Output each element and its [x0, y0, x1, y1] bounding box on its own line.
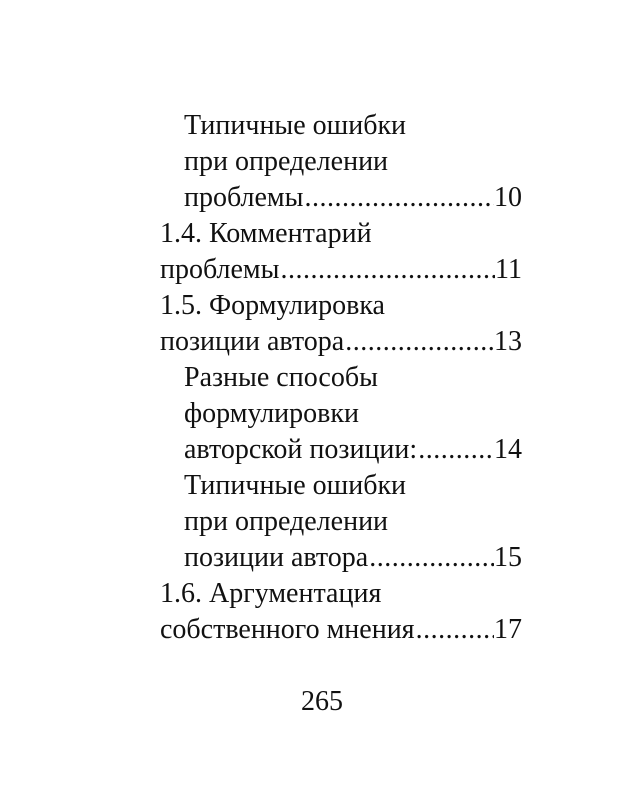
toc-entry-title-line: собственного мнения [160, 614, 415, 645]
toc-entry-title-line: при определении [184, 146, 389, 177]
page-number: 265 [301, 686, 343, 717]
toc-entry-title-line: Типичные ошибки [184, 110, 407, 141]
toc-entry-ways-to-formulate[interactable] [160, 360, 522, 468]
dot-leader [344, 324, 494, 360]
toc-page-number: 13 [494, 326, 522, 357]
toc-entry-last-line [184, 180, 522, 216]
toc-page-number: 10 [494, 182, 522, 213]
toc-page-number: 11 [495, 254, 522, 285]
toc-entry-typical-errors-problem[interactable] [160, 108, 522, 216]
toc-entry-title-line: проблемы [160, 254, 280, 285]
dot-leader [303, 180, 494, 216]
toc-entry-title-line: формулировки [184, 398, 359, 429]
toc-entry-typical-errors-position[interactable] [160, 468, 522, 576]
toc-entry-title-line: проблемы [184, 182, 304, 213]
toc-page-number: 17 [494, 614, 522, 645]
table-of-contents [160, 108, 522, 648]
toc-entry-title-line: Типичные ошибки [184, 470, 407, 501]
toc-entry-last-line [184, 432, 522, 468]
toc-entry-title-line: позиции автора [160, 326, 345, 357]
toc-entry-title-line: 1.4. Комментарий [160, 218, 372, 249]
toc-entry-title-line: авторской позиции: [184, 434, 418, 465]
toc-entry-1-4[interactable] [160, 216, 522, 288]
toc-entry-1-5[interactable] [160, 288, 522, 360]
toc-entry-last-line [160, 612, 522, 648]
dot-leader [279, 252, 495, 288]
dot-leader [415, 612, 494, 648]
toc-entry-title-line: 1.5. Формулировка [160, 290, 385, 321]
toc-page-number: 14 [494, 434, 522, 465]
toc-entry-last-line [160, 252, 522, 288]
toc-entry-1-6[interactable] [160, 576, 522, 648]
toc-entry-last-line [160, 324, 522, 360]
dot-leader [417, 432, 494, 468]
dot-leader [368, 540, 494, 576]
toc-page-number: 15 [494, 542, 522, 573]
toc-entry-title-line: при определении [184, 506, 389, 537]
toc-entry-title-line: Разные способы [184, 362, 378, 393]
toc-entry-title-line: 1.6. Аргументация [160, 578, 382, 609]
toc-entry-title-line: позиции автора [184, 542, 369, 573]
toc-entry-last-line [184, 540, 522, 576]
